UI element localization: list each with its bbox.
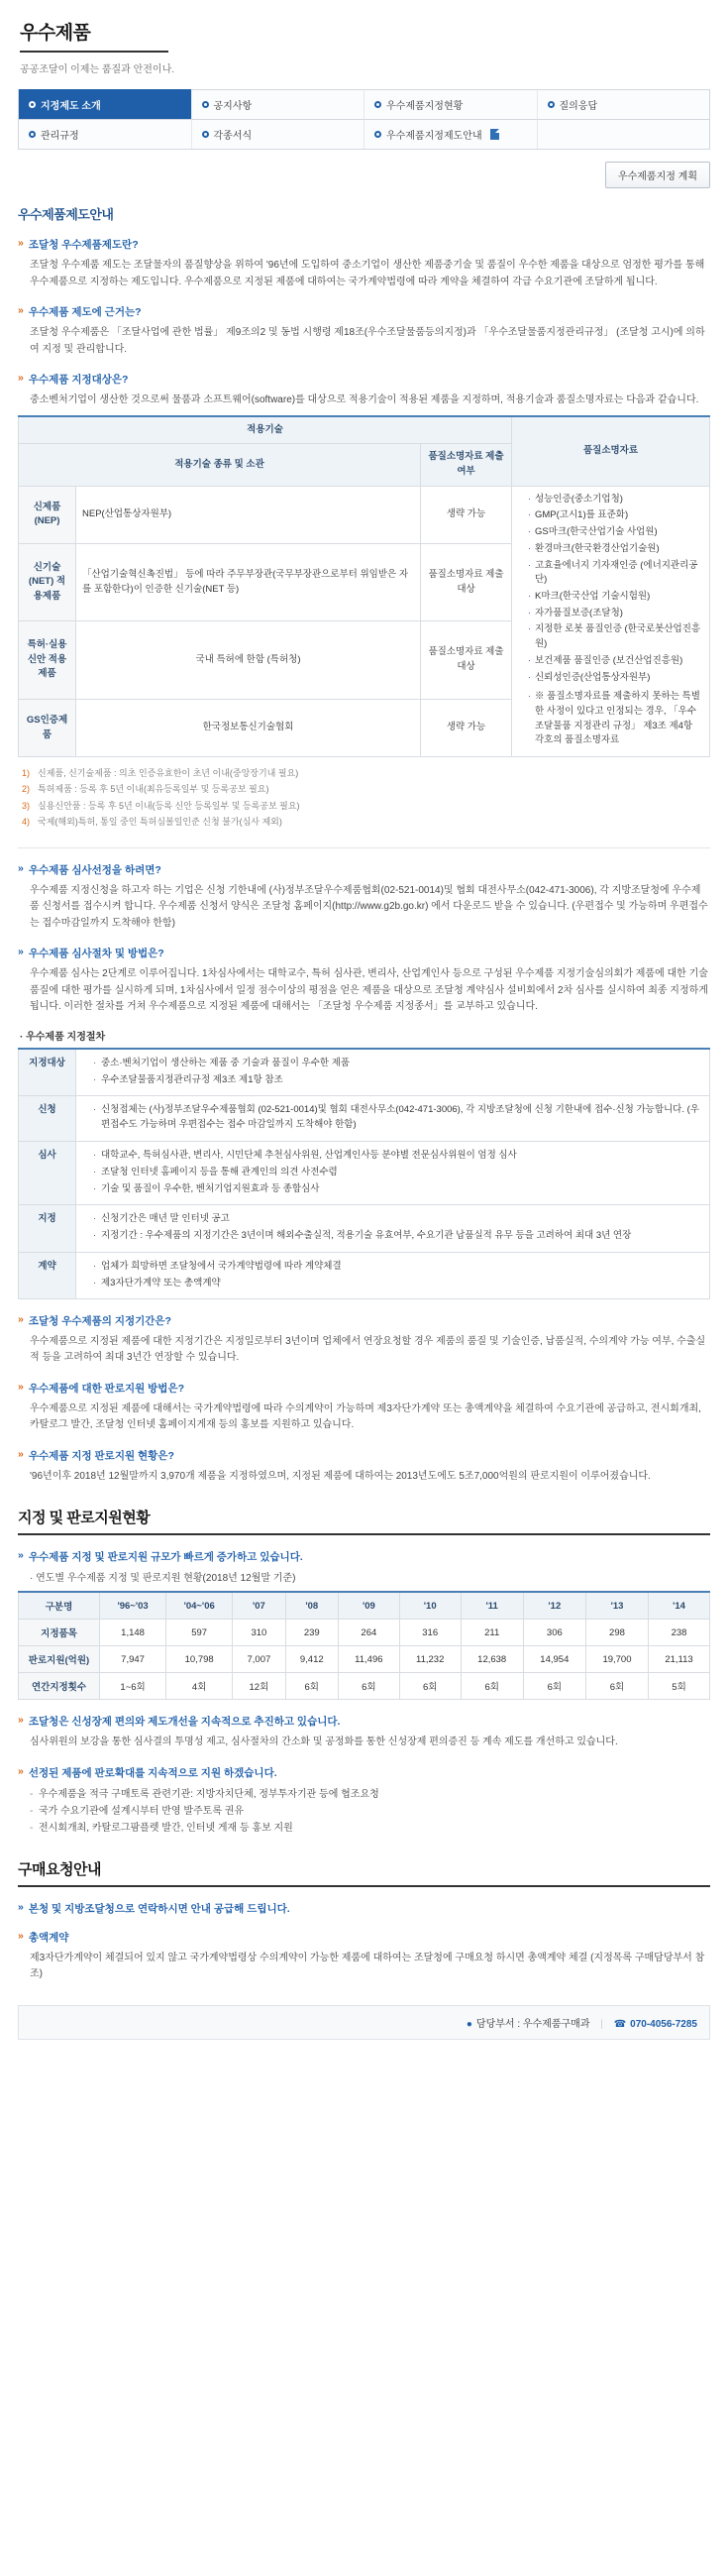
title-rule (20, 51, 168, 53)
table-row (19, 486, 710, 543)
status-cell: 5회 (649, 1673, 710, 1700)
quality-item: · K마크(한국산업 기술시험원) (528, 590, 703, 605)
tech-kind-1: 「산업기술혁신촉진법」 등에 따라 주무부장관(국무부장관으로부터 위임받은 자를 포함한다)이 인증한 신기술(NET 등) (76, 543, 421, 620)
process-cell-1 (76, 1096, 710, 1141)
table-row (19, 1141, 710, 1205)
q-period-body: 우수제품으로 지정된 제품에 대한 지정기간은 지정일로부터 3년이며 업체에서 연장요청할 경우 제품의 품질 및 기술인증, 납품실적, 수의계약 가능 여부, 수출실적 등을 고려하여 최대 3년간 연장할 수 있습니다. (30, 1335, 706, 1364)
status-cell: 238 (649, 1620, 710, 1646)
tab-notice-label: 공지사항 (213, 101, 253, 112)
tech-kind-2: 국내 특허에 한함 (특허청) (76, 621, 421, 699)
chevron-icon: » (18, 237, 24, 249)
q-what-is-heading: » 조달청 우수제품제도란? (18, 237, 139, 251)
q-expand-heading: » 선정된 제품에 판로확대를 지속적으로 지원 하겠습니다. (18, 1764, 277, 1779)
tech-proof-3: 생략 가능 (421, 699, 512, 756)
status-cell: 6회 (285, 1673, 338, 1700)
footnote-1: 1) 신제품, 신기술제품 : 의초 인증유효한이 초년 이내(중앙장기내 필요) (22, 765, 710, 781)
tab-qna-label: 질의응답 (559, 101, 598, 112)
tech-kind-0: NEP(산업통상자원부) (76, 486, 421, 543)
list-item: · 업체가 희망하면 조달청에서 국가계약법령에 따라 계약체결 (93, 1259, 701, 1274)
status-col-3: '08 (285, 1592, 338, 1620)
process-label-3: 지정 (19, 1205, 76, 1252)
status-cell: 316 (399, 1620, 461, 1646)
process-label-1: 신청 (19, 1096, 76, 1141)
chevron-icon: » (18, 304, 24, 316)
q-process-heading: » 우수제품 심사절차 및 방법은? (18, 946, 164, 960)
divider (18, 847, 710, 848)
status-cell: 11,232 (399, 1646, 461, 1673)
status-col-0: '96~'03 (100, 1592, 166, 1620)
table-row (19, 1252, 710, 1298)
q-lumpsum-body: 제3자단가계약이 체결되어 있지 않고 국가계약법령상 수의계약이 가능한 제품에 대하여는 조달청에 구매요청 하시면 총액계약 체결 (지정목록 구매담당부서 참조) (30, 1952, 705, 1980)
table-row (19, 1673, 710, 1700)
q-process-body: 우수제품 심사는 2단계로 이루어집니다. 1차심사에서는 대학교수, 특허 심사관, 변리사, 산업계인사 등으로 구성된 우수제품 지정기술심의회가 제품에 대한 기술품질에 대한 평가를 실시하게 되며, 1차심사에서 일정 점수이상의 평점을 얻은 제품을 대상으로 조달청 계약심사 설비회에서 2차 심사를 실시하여 최종 지정하게 됩니다. 이러한 절차를 거쳐 우수제품으로 지정된 제품에 대해서는 「조달청 우수제품 지정종서」를 교부하고 있습니다. (30, 968, 708, 1013)
list-item: - 전시회개최, 카탈로그팜플렛 발간, 인터넷 게재 등 홍보 지원 (30, 1820, 710, 1837)
status-cell: 19,700 (585, 1646, 648, 1673)
list-item: · 조달청 인터넷 홈페이지 등을 통해 관계인의 의견 사전수렴 (93, 1165, 701, 1179)
tech-table (18, 415, 710, 758)
process-cell-3 (76, 1205, 710, 1252)
footer-phone[interactable]: 070-4056-7285 (630, 2018, 697, 2030)
section-guide-title: 우수제품제도안내 (18, 207, 114, 222)
status-col-8: '13 (585, 1592, 648, 1620)
chevron-icon: » (18, 1764, 24, 1777)
status-cell: 14,954 (523, 1646, 585, 1673)
quality-item: · 고효율에너지 기자재인증 (에너지관리공단) (528, 559, 703, 588)
q-current-body: '96년이후 2018년 12월말까지 3,970개 제품을 지정하였으며, 지정된 제품에 대하여는 2013년도에도 5조7,000억원의 판로지원이 이루어졌습니다. (30, 1470, 651, 1482)
tech-type-1: 신기술 (NET) 적용제품 (19, 543, 76, 620)
tab-nav (18, 89, 710, 150)
status-cell: 298 (585, 1620, 648, 1646)
quality-item: · GMP(고시1)를 표준화) (528, 508, 703, 523)
q-improve-heading: » 조달청은 신성장제 편의와 제도개선을 지속적으로 추진하고 있습니다. (18, 1714, 341, 1729)
tech-proof-0: 생략 가능 (421, 486, 512, 543)
process-cell-0 (76, 1049, 710, 1096)
chevron-icon: » (18, 1900, 24, 1913)
tab-rules[interactable] (19, 119, 191, 149)
q-contact-heading: » 본청 및 지방조달청으로 연락하시면 안내 공급해 드립니다. (18, 1900, 290, 1915)
list-item: · 지정기간 : 우수제품의 지정기간은 3년이며 해외수출실적, 적용기술 유효여부, 수요기관 납품실적 유무 등을 고려하여 최대 3년 연장 (93, 1228, 701, 1243)
status-cell: 12,638 (461, 1646, 523, 1673)
tech-type-3: GS인증제품 (19, 699, 76, 756)
q-target-body: 중소벤처기업이 생산한 것으로써 물품과 소프트웨어(software)를 대상으로 적용기술이 적용된 제품을 지정하며, 적용기술과 품질소명자료는 다음과 같습니다. (30, 394, 699, 405)
status-col-7: '12 (523, 1592, 585, 1620)
bullet-icon (374, 101, 381, 108)
status-cell: 10,798 (166, 1646, 233, 1673)
tab-status-label: 우수제품지정현황 (386, 101, 464, 112)
bullet-icon (29, 131, 36, 138)
q-period-heading: » 조달청 우수제품의 지정기간은? (18, 1312, 171, 1327)
phone-icon: ☎ (613, 2018, 627, 2030)
quality-item: · 신뢰성인증(산업통상자원부) (528, 671, 703, 686)
status-cell: 310 (233, 1620, 285, 1646)
status-col-header: 구분명 (19, 1592, 100, 1620)
status-cell: 239 (285, 1620, 338, 1646)
section-status-title: 지정 및 판로지원현황 (18, 1507, 710, 1535)
footnote-number: 3) (22, 800, 31, 811)
q-apply-body: 우수제품 지정신청을 하고자 하는 기업은 신청 기한내에 (사)정부조달우수제품협회(02-521-0014)및 협회 대전사무소(042-471-3006), 각 지방조달청에 우수제품 신청서를 접수시켜 합니다. 우수제품 신청서 양식은 조달청 홈페이지(http://www.g2b.go.kr) 에서 다운로드 받을 수 있습니다. (우편접수 및 가능하며 우편접수는 접수마감일까지 도착해야 한함) (30, 884, 708, 929)
status-table (18, 1591, 710, 1700)
page-title: 우수제품 (20, 23, 91, 44)
quality-cell (512, 486, 710, 757)
status-cell: 21,113 (649, 1646, 710, 1673)
process-label-4: 계약 (19, 1252, 76, 1298)
quality-item: · 자가품질보증(조달청) (528, 607, 703, 621)
list-item: · 중소·벤처기업이 생산하는 제품 중 기술과 품질이 우수한 제품 (93, 1056, 701, 1070)
quality-header: 품질소명자료 (512, 416, 710, 487)
status-col-1: '04~'06 (166, 1592, 233, 1620)
tab-status[interactable] (364, 89, 537, 119)
quality-note: · ※ 품질소명자료를 제출하지 못하는 특별한 사정이 있다고 인정되는 경우, 「우수조달물품 지정관리 규정」 제3조 제4항 각호의 품질소명자료 (528, 690, 703, 748)
quality-item: · 지정한 로봇 품질인증 (한국로봇산업진흥원) (528, 622, 703, 651)
table-row (19, 1205, 710, 1252)
status-col-2: '07 (233, 1592, 285, 1620)
status-row-label-0: 지정품목 (19, 1620, 100, 1646)
footnote-2: 2) 특허제품 : 등록 후 5년 이내(최유등록일부 및 등록공보 필요) (22, 781, 710, 797)
tab-forms[interactable] (191, 119, 364, 149)
section-purchase-title: 구매요청안내 (18, 1858, 710, 1887)
list-item: · 우수조달물품지정관리규정 제3조 제1항 참조 (93, 1072, 701, 1087)
tab-row-1 (19, 89, 709, 119)
tab-qna[interactable] (537, 89, 710, 119)
table-row (19, 1620, 710, 1646)
tab-rules-label: 관리규정 (41, 131, 79, 142)
q-current-heading: » 우수제품 지정 판로지원 현황은? (18, 1447, 174, 1462)
bullet-icon (29, 101, 36, 108)
status-col-5: '10 (399, 1592, 461, 1620)
status-cell: 7,947 (100, 1646, 166, 1673)
process-cell-2 (76, 1141, 710, 1205)
q-improve-body: 심사위원의 보강을 통한 심사결의 투명성 제고, 심사절차의 간소화 및 공정화를 통한 신성장제 편의증진 등 계속 제도를 개선하고 있습니다. (30, 1736, 618, 1748)
footnote-number: 4) (22, 816, 31, 827)
status-cell: 597 (166, 1620, 233, 1646)
tech-type-2: 특허·실용신안 적용제품 (19, 621, 76, 699)
status-row-label-1: 판로지원(억원) (19, 1646, 100, 1673)
page-subtitle: 공공조달이 이제는 품질과 안전이나. (20, 64, 175, 75)
status-cell: 9,412 (285, 1646, 338, 1673)
status-cell: 4회 (166, 1673, 233, 1700)
footnote-number: 1) (22, 768, 31, 779)
status-cell: 306 (523, 1620, 585, 1646)
list-item: · 기술 및 품질이 우수한, 벤처기업지원효과 등 종합심사 (93, 1181, 701, 1196)
status-cell: 6회 (523, 1673, 585, 1700)
process-label-2: 심사 (19, 1141, 76, 1205)
list-item: - 우수제품을 적극 구매토록 관련기관: 지방자치단체, 정부투자기관 등에 협조요청 (30, 1786, 710, 1803)
process-subhead: · 우수제품 지정절차 (20, 1028, 710, 1043)
footnote-number: 2) (22, 784, 31, 795)
footer-dept: 담당부서 : 우수제품구매과 (475, 2018, 590, 2030)
tech-group-header: 적용기술 (19, 416, 512, 444)
chevron-icon: » (18, 1447, 24, 1460)
process-cell-4 (76, 1252, 710, 1298)
status-cell: 1,148 (100, 1620, 166, 1646)
quality-item: · 성능인증(중소기업청) (528, 493, 703, 507)
table-row (19, 1096, 710, 1141)
quality-item: · 보건제품 품질인증 (보건산업진흥원) (528, 654, 703, 669)
list-item: · 제3자단가계약 또는 총액계약 (93, 1276, 701, 1290)
footnote-4: 4) 국제(해외)특허, 통일 중인 특허심볼일인준 신청 불가(심사 제외) (22, 814, 710, 830)
tech-proof-1: 품질소명자료 제출대상 (421, 543, 512, 620)
plan-button[interactable]: 우수제품지정 계획 (605, 162, 710, 188)
tab-forms-label: 각종서식 (213, 131, 253, 142)
status-table-caption: · 연도별 우수제품 지정 및 판로지원 현황(2018년 12월말 기준) (30, 1570, 710, 1587)
tab-empty (537, 119, 710, 149)
status-cell: 211 (461, 1620, 523, 1646)
quality-item: · GS마크(한국산업기술 사업원) (528, 525, 703, 540)
status-cell: 12회 (233, 1673, 285, 1700)
tab-row-2 (19, 119, 709, 149)
q-support-heading: » 우수제품에 대한 판로지원 방법은? (18, 1380, 185, 1395)
tech-kind-header: 적용기술 종류 및 소관 (19, 444, 421, 486)
pdf-icon[interactable] (490, 129, 499, 140)
chevron-icon: » (18, 1380, 24, 1393)
status-cell: 11,496 (338, 1646, 399, 1673)
chevron-icon: » (18, 1312, 24, 1325)
footer-contact (18, 2005, 710, 2040)
tech-type-0: 신제품 (NEP) (19, 486, 76, 543)
status-col-9: '14 (649, 1592, 710, 1620)
chevron-icon: » (18, 1549, 24, 1562)
chevron-icon: » (18, 861, 24, 874)
quality-list (518, 493, 703, 749)
q-what-is-body: 조달청 우수제품 제도는 조달물자의 품질향상을 위하여 '96년에 도입하여 중소기업이 생산한 제품중기술 및 품질이 우수한 제품을 대상으로 엄정한 평가를 통해 우수제품으로 지정하는 제도입니다. 우수제품으로 지정된 제품에 대하여는 국가계약법령에 따라 계약을 체결하여 각급 수요기관에 조달하게 됩니다. (30, 260, 705, 287)
bullet-icon (202, 101, 209, 108)
status-cell: 264 (338, 1620, 399, 1646)
user-icon: ● (466, 2018, 472, 2030)
status-row-label-2: 연간지정횟수 (19, 1673, 100, 1700)
q-basis-heading: » 우수제품 제도에 근거는? (18, 304, 142, 318)
q-target-heading: » 우수제품 지정대상은? (18, 372, 129, 386)
footer-divider: | (600, 2018, 603, 2030)
q-basis-body: 조달청 우수제품은 「조달사업에 관한 법률」 제9조의2 및 동법 시행령 제18조(우수조달물품등의지정)과 「우수조달물품지정관리규정」 (조달청 고시)에 의하여 지정 및 관리합니다. (30, 327, 705, 355)
status-cell: 1~6회 (100, 1673, 166, 1700)
tab-notice[interactable] (191, 89, 364, 119)
chevron-icon: » (18, 946, 24, 958)
list-item: · 신청접체는 (사)정부조달우수제품협회 (02-521-0014)및 협회 대전사무소(042-471-3006), 각 지방조달청에 신청 기한내에 접수·신청 가능합니다. (우편접수도 가능하며 우편접수는 접수 마감일까지 도착해야 한함) (93, 1102, 701, 1132)
table-row (19, 1646, 710, 1673)
process-table (18, 1048, 710, 1299)
quality-item: · 환경마크(한국환경산업기술원) (528, 542, 703, 557)
table-row (19, 1049, 710, 1096)
list-item: · 대학교수, 특허심사관, 변리사, 시민단체 추천심사위원, 산업계인사등 분야별 전문심사위원이 엄정 심사 (93, 1148, 701, 1163)
table-footnotes (22, 765, 710, 830)
status-cell: 6회 (338, 1673, 399, 1700)
q-lumpsum-heading: » 총액계약 (18, 1929, 69, 1944)
tab-guide-label: 우수제품지정제도안내 (386, 131, 482, 142)
proof-header: 품질소명자료 제출여부 (421, 444, 512, 486)
tab-intro[interactable] (19, 89, 191, 119)
q-growth-heading: » 우수제품 지정 및 판로지원 규모가 빠르게 증가하고 있습니다. (18, 1549, 303, 1564)
status-col-4: '09 (338, 1592, 399, 1620)
q-support-body: 우수제품으로 지정된 제품에 대해서는 국가계약법령에 따라 수의계약이 가능하며 제3자단가계약 또는 총액계약을 체결하여 수요기관에 공급하고, 전시회개최, 카탈로그 발간, 조달청 인터넷 홈페이지게재 등의 홍보를 지원하고 있습니다. (30, 1402, 701, 1431)
list-item: · 신청기간은 매년 말 인터넷 공고 (93, 1211, 701, 1226)
status-cell: 7,007 (233, 1646, 285, 1673)
list-item: - 국가 수요기관에 설계시부터 반영 발주토록 권유 (30, 1803, 710, 1820)
footnote-3: 3) 실용신안품 : 등록 후 5년 이내(등록 신안 등록일부 및 등록공보 필요) (22, 798, 710, 814)
q-apply-heading: » 우수제품 심사선정을 하려면? (18, 861, 161, 876)
bullet-icon (548, 101, 555, 108)
bullet-icon (202, 131, 209, 138)
tech-proof-2: 품질소명자료 제출대상 (421, 621, 512, 699)
bullet-icon (374, 131, 381, 138)
tech-kind-3: 한국정보통신기술협회 (76, 699, 421, 756)
status-col-6: '11 (461, 1592, 523, 1620)
tab-intro-label: 지정제도 소개 (41, 101, 101, 112)
status-cell: 6회 (585, 1673, 648, 1700)
status-cell: 6회 (399, 1673, 461, 1700)
expand-list (30, 1786, 710, 1837)
chevron-icon: » (18, 1929, 24, 1942)
status-cell: 6회 (461, 1673, 523, 1700)
process-label-0: 지정대상 (19, 1049, 76, 1096)
tab-guide-pdf[interactable] (364, 119, 537, 149)
chevron-icon: » (18, 372, 24, 384)
toolbar (18, 162, 710, 188)
chevron-icon: » (18, 1714, 24, 1727)
